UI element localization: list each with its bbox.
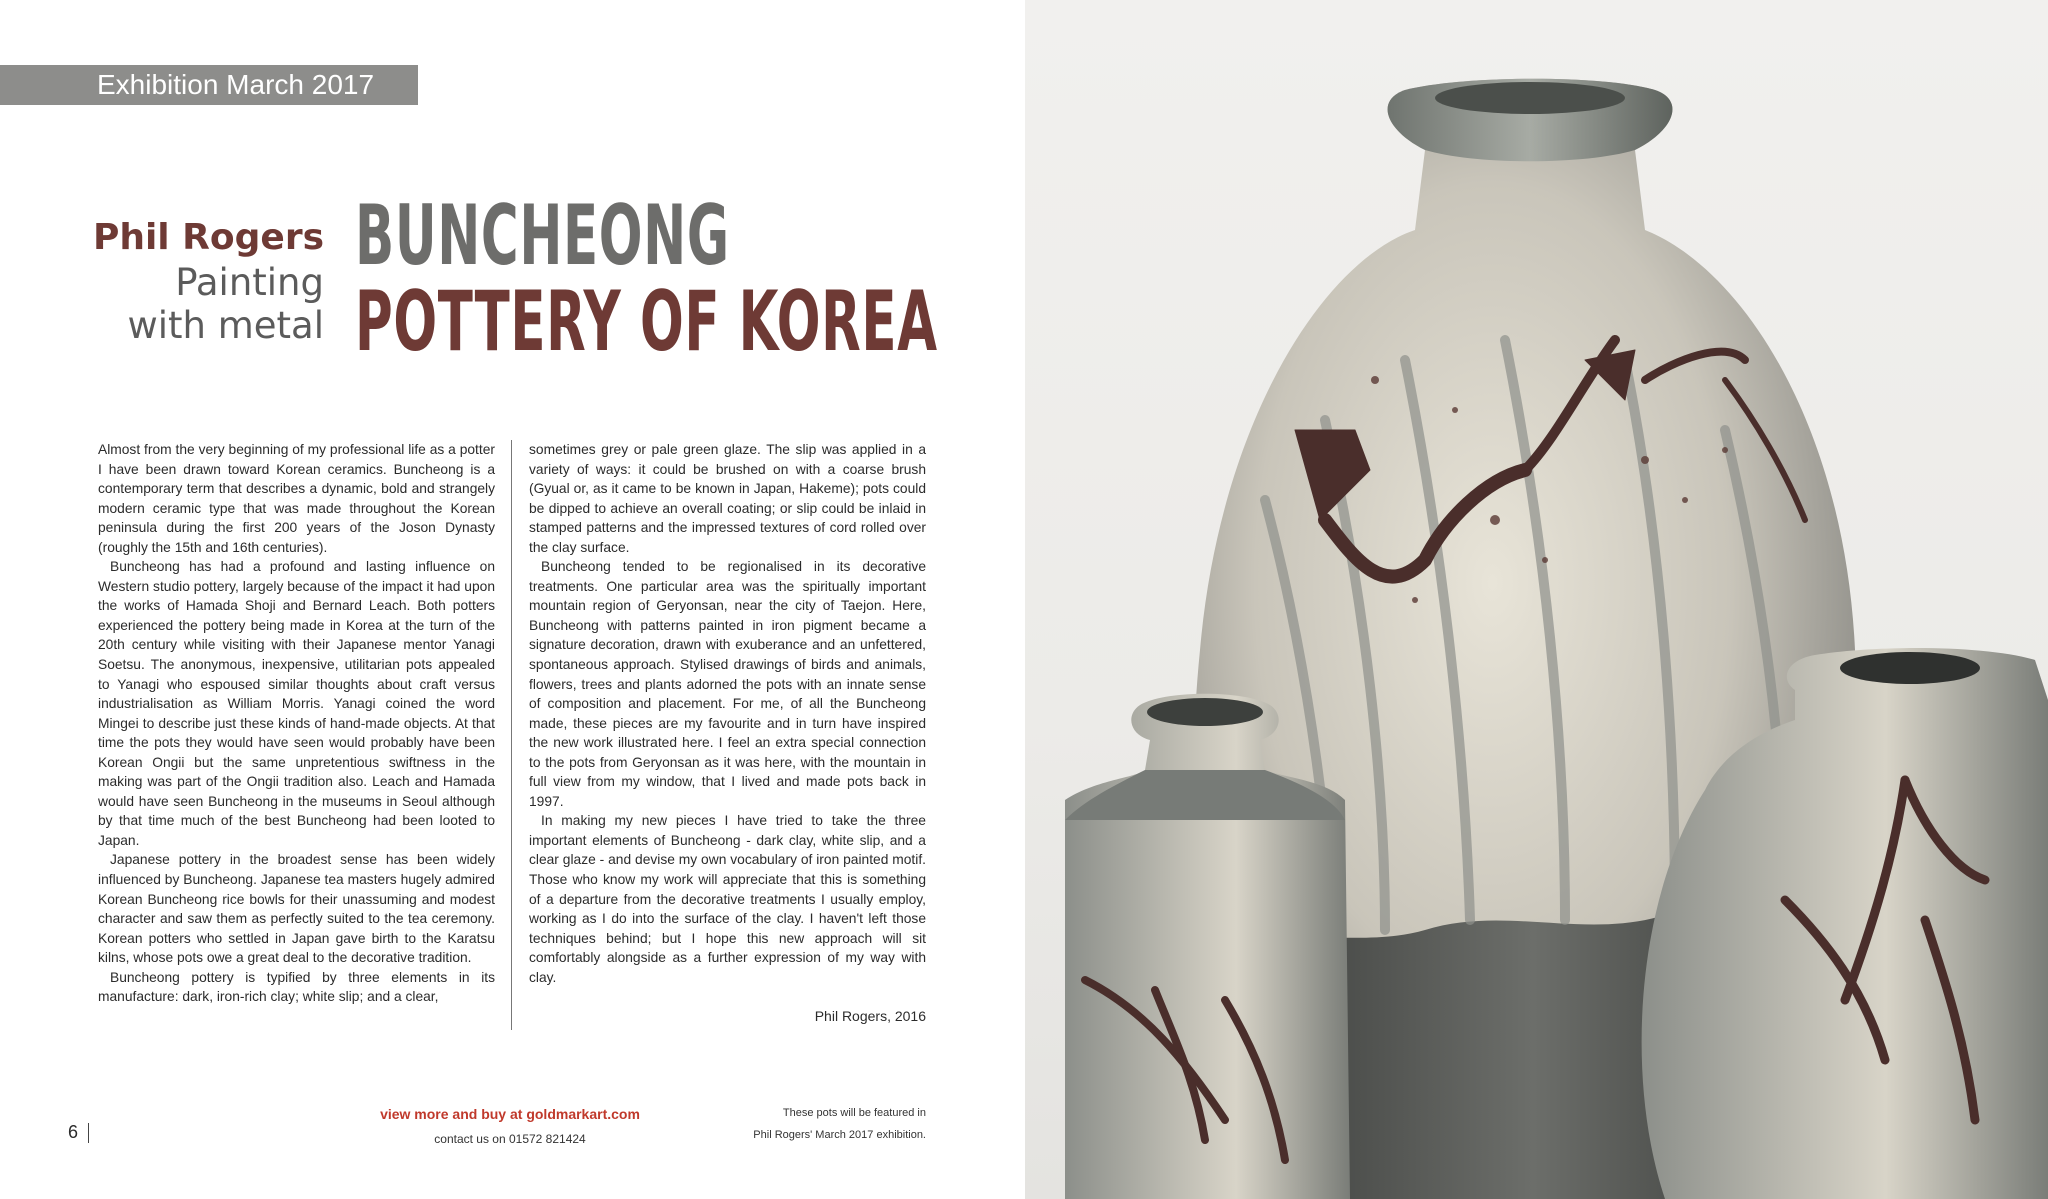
paragraph: Buncheong has had a profound and lasting influence on Western studio pottery, largely because of the impact it had upon the works of Hamada Shoji and Bernard Leach. Both potters experienced the pottery being made in Korea at the turn of the 20th century while visiting with their Japanese mentor Yanagi Soetsu. The anonymous, inexpensive, utilitarian pots appealed to Yanagi who espoused similar thoughts about craft versus industrialisation as William Morris. Yanagi coined the word Mingei to describe just these kinds of hand-made objects. At that time the pots they would have seen would probably have been Korean Ongii but the same unpretentious swiftness in the making was part of the Ongii tradition also. Leach and Hamada would have seen Buncheong in the museums in Seoul although by that time much of the best Buncheong had been looted to Japan. [98,559,495,848]
note-line-2: Phil Rogers' March 2017 exhibition. [753,1129,926,1141]
byline [60,215,324,347]
exhibition-banner: Exhibition March 2017 [0,65,418,105]
footer-center [360,1103,660,1153]
column-divider [511,440,512,1030]
shop-link[interactable]: view more and buy at goldmarkart.com [380,1106,640,1122]
contact-line: contact us on 01572 821424 [434,1132,586,1146]
exhibition-note [700,1102,926,1146]
subtitle-line-1: Painting [175,261,324,304]
page-number-value: 6 [68,1122,79,1142]
paragraph: Buncheong tended to be regionalised in its decorative treatments. One particular area was the spiritually important mountain region of Geryonsan, near the city of Taejon. Here, Buncheong with patterns painted in iron pigment became a signature decoration, drawn with exuberance and an unfettered, spontaneous approach. Stylised drawings of birds and animals, flowers, trees and plants adorned the pots with an innate sense of composition and placement. For me, of all the Buncheong made, these pieces are my favourite and in turn have inspired the new work illustrated here. I feel an extra special connection to the pots from Geryonsan as it was here, with the mountain in full view from my window, that I lived and made pots back in 1997. [529,559,926,809]
author-name: Phil Rogers [92,217,324,258]
article-column-right [529,440,926,987]
paragraph: sometimes grey or pale green glaze. The slip was applied in a variety of ways: it could be brushed on with a coarse brush (Gyual or, as it came to be known in Japan, Hakeme); pots could be dipped to achieve an overall coating; or slip could be inlaid in stamped patterns and the impressed textures of cord rolled over the clay surface. [529,442,926,555]
signature: Phil Rogers, 2016 [814,1008,926,1024]
pottery-photo [1025,0,2048,1199]
headline-line-1: BUNCHEONG [355,187,730,284]
subtitle-line-2: with metal [127,304,324,347]
headline [355,187,938,370]
page-number-bar [88,1123,89,1143]
paragraph: Almost from the very beginning of my professional life as a potter I have been drawn toward Korean ceramics. Buncheong is a contemporary term that describes a dynamic, bold and strangely modern ceramic type that was made throughout the Korean peninsula during the first 200 years of the Joson Dynasty (roughly the 15th and 16th centuries). [98,442,495,555]
paragraph: In making my new pieces I have tried to take the three important elements of Buncheong - dark clay, white slip, and a clear glaze - and devise my own vocabulary of iron painted motif. Those who know my work will appreciate that this is something of a departure from the decorative treatments I usually employ, working as I do into the surface of the clay. I haven't left those techniques behind; but I hope this new approach will sit comfortably alongside as a further expression of my way with clay. [529,813,926,985]
paragraph: Japanese pottery in the broadest sense has been widely influenced by Buncheong. Japanese tea masters hugely admired Korean Buncheong rice bowls for their unassuming and modest character and saw them as perfectly suited to the tea ceremony. Korean potters who settled in Japan gave birth to the Karatsu kilns, whose pots owe a great deal to the decorative tradition. [98,852,495,966]
note-line-1: These pots will be featured in [782,1107,926,1119]
pottery-illustration [1025,0,2048,1199]
page-number [68,1122,89,1143]
headline-line-2: POTTERY OF KOREA [355,273,938,370]
paragraph: Buncheong pottery is typified by three elements in its manufacture: dark, iron-rich clay; white slip; and a clear, [98,969,495,1005]
article-column-left [98,440,495,1007]
